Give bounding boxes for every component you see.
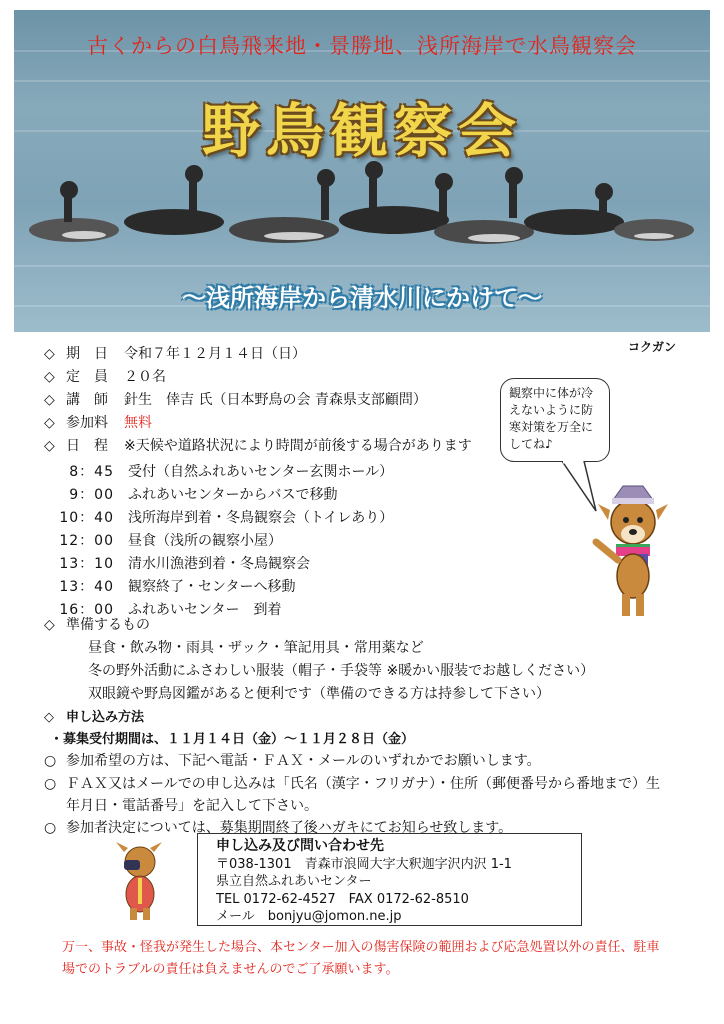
application-item — [44, 773, 660, 793]
schedule-text: 浅所海岸到着・冬鳥観察会（トイレあり） — [128, 510, 394, 526]
detail-lecturer — [44, 389, 427, 409]
detail-label: 定 員 — [66, 369, 108, 385]
detail-value: 令和７年１２月１４日（日） — [124, 346, 306, 362]
contact-email[interactable]: メール bonjyu@jomon.ne.jp — [216, 909, 402, 924]
application-item — [44, 750, 541, 770]
bubble-line: 寒対策を万全に — [509, 420, 594, 434]
speech-bubble — [500, 378, 610, 462]
preparation-line: 冬の野外活動にふさわしい服装（帽子・手袋等 ※暖かい服装でお越しください） — [88, 663, 595, 679]
schedule-row — [44, 461, 393, 481]
bubble-line: えないように防 — [509, 403, 594, 417]
application-item-text: 年月日・電話番号」を記入して下さい。 — [66, 798, 318, 814]
schedule-time: 9：00 — [69, 487, 114, 503]
diamond-marker: ◇ — [44, 710, 54, 725]
deer-binoculars-mascot-icon — [108, 838, 168, 922]
detail-value: 無料 — [124, 415, 152, 431]
schedule-row — [44, 484, 337, 504]
circle-marker: ○ — [44, 820, 57, 836]
circle-marker: ○ — [44, 753, 57, 769]
contact-phone: TEL 0172-62-4527 FAX 0172-62-8510 — [216, 891, 469, 907]
deer-mascot-icon — [588, 480, 678, 620]
diamond-marker: ◇ — [44, 369, 55, 385]
diamond-marker: ◇ — [44, 392, 55, 408]
photo-caption: コクガン — [628, 340, 677, 354]
detail-schedule — [44, 435, 472, 455]
detail-label: 期 日 — [66, 346, 108, 362]
detail-label: 参加料 — [66, 415, 108, 431]
bubble-line: してね♪ — [509, 437, 553, 451]
application-item — [44, 795, 318, 815]
event-route: ～浅所海岸から清水川にかけて～ — [182, 283, 542, 312]
schedule-time: 13：40 — [59, 579, 114, 595]
schedule-time: 8：45 — [69, 464, 114, 480]
diamond-marker: ◇ — [44, 346, 55, 362]
detail-date — [44, 343, 306, 363]
schedule-time: 12：00 — [59, 533, 114, 549]
diamond-marker: ◇ — [44, 617, 55, 633]
hero-photo — [14, 10, 710, 332]
schedule-text: ふれあいセンターからバスで移動 — [128, 487, 338, 503]
contact-address: 〒038-1301 青森市浪岡大字大釈迦字沢内沢 1-1 — [216, 856, 512, 872]
application-period: ・募集受付期間は、１１月１４日（金）～１１月２８日（金） — [50, 732, 415, 747]
application-item-text: 参加希望の方は、下記へ電話・ＦＡＸ・メールのいずれかでお願いします。 — [66, 753, 541, 769]
schedule-text: ふれあいセンター 到着 — [128, 602, 282, 618]
detail-value: ※天候や道路状況により時間が前後する場合があります — [124, 438, 472, 454]
schedule-text: 観察終了・センターへ移動 — [128, 579, 296, 595]
bubble-line: 観察中に体が冷 — [509, 386, 594, 400]
schedule-time: 16：00 — [59, 602, 114, 618]
schedule-row — [44, 553, 310, 573]
application-heading — [44, 706, 144, 725]
schedule-text: 昼食（浅所の観察小屋） — [128, 533, 282, 549]
event-subtitle: 古くからの白鳥飛来地・景勝地、浅所海岸で水鳥観察会 — [87, 34, 637, 58]
detail-capacity — [44, 366, 166, 386]
brant-geese-illustration — [14, 160, 710, 260]
detail-label: 講 師 — [66, 392, 108, 408]
application-item-text: 参加者決定については、募集期間終了後ハガキにてお知らせ致します。 — [66, 820, 513, 836]
schedule-row — [44, 507, 393, 527]
schedule-row — [44, 530, 282, 550]
contact-box — [197, 833, 582, 926]
event-title: 野鳥観察会 — [201, 97, 522, 165]
schedule-text: 受付（自然ふれあいセンター玄関ホール） — [128, 464, 394, 480]
preparation-heading — [44, 614, 150, 634]
application-label: 申し込み方法 — [66, 710, 145, 725]
schedule-text: 清水川漁港到着・冬鳥観察会 — [128, 556, 310, 572]
detail-fee — [44, 412, 152, 432]
contact-org: 県立自然ふれあいセンター — [216, 874, 372, 889]
preparation-line: 昼食・飲み物・雨具・ザック・筆記用具・常用薬など — [88, 640, 424, 656]
detail-value: ２０名 — [124, 369, 166, 385]
schedule-row — [44, 576, 295, 596]
diamond-marker: ◇ — [44, 415, 55, 431]
preparation-line: 双眼鏡や野鳥図鑑があると便利です（準備のできる方は持参して下さい） — [88, 686, 550, 702]
diamond-marker: ◇ — [44, 438, 55, 454]
schedule-time: 13：10 — [59, 556, 114, 572]
liability-notice: 万一、事故・怪我が発生した場合、本センター加入の傷害保険の範囲および応急処置以外の責任、駐車 — [62, 940, 660, 955]
detail-label: 日 程 — [66, 438, 108, 454]
contact-heading: 申し込み及び問い合わせ先 — [216, 838, 384, 854]
circle-marker: ○ — [44, 776, 57, 792]
liability-notice: 場でのトラブルの責任は負えませんのでご了承願います。 — [62, 962, 399, 977]
schedule-time: 10：40 — [59, 510, 114, 526]
detail-value: 針生 倖吉 氏（日本野鳥の会 青森県支部顧問） — [124, 392, 427, 408]
preparation-label: 準備するもの — [66, 617, 150, 633]
application-item-text: ＦＡＸ又はメールでの申し込みは「氏名（漢字・フリガナ）・住所（郵便番号から番地まで）生 — [66, 776, 661, 792]
